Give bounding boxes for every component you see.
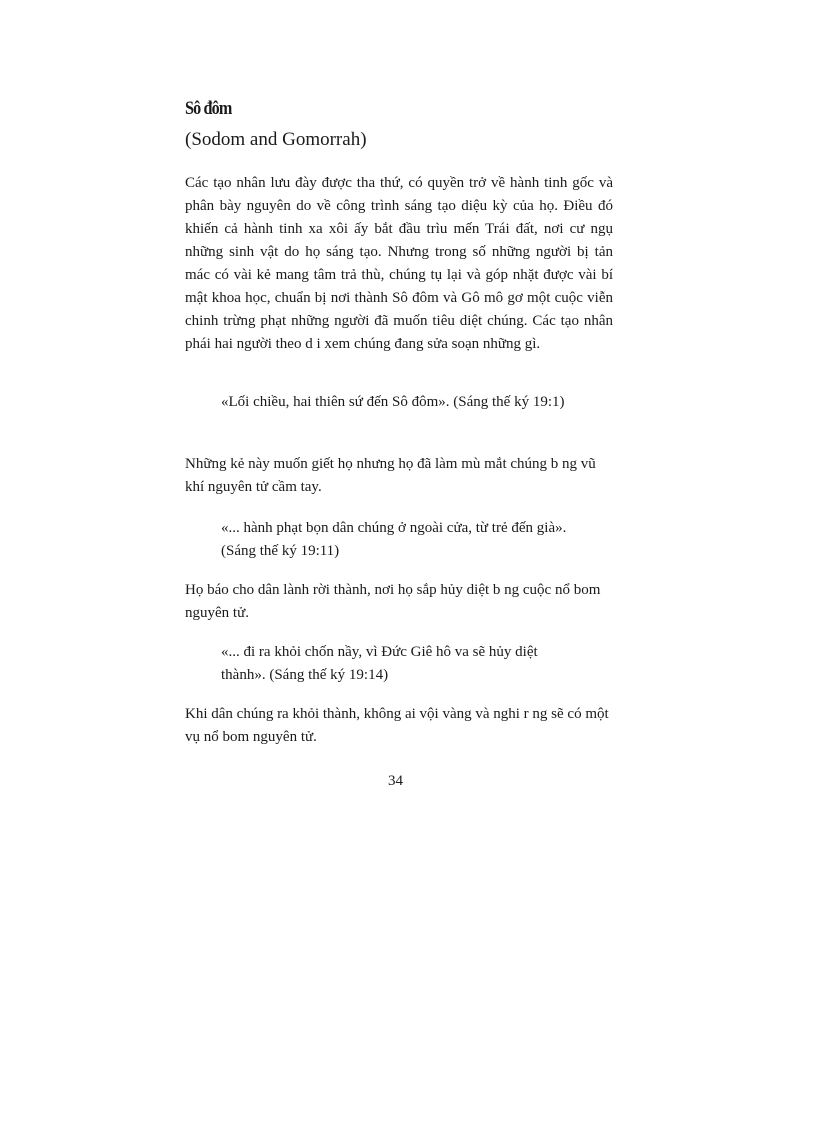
scripture-quote-2: «... hành phạt bọn dân chúng ở ngoài cửa, từ trẻ đến già». (Sáng thế ký 19:11) <box>221 520 567 559</box>
body-paragraph-4: Khi dân chúng ra khỏi thành, không ai vội vàng và nghi r ng sẽ có một vụ nổ bom nguyên tử. <box>185 706 609 745</box>
chapter-subtitle: (Sodom and Gomorrah) <box>185 129 367 150</box>
body-paragraph-1: Các tạo nhân lưu đày được tha thứ, có quyền trở về hành tinh gốc và phân bày nguyên do về công trình sáng tạo diệu kỳ của họ. Điều đó khiến cả hành tinh xa xôi ấy bắt đầu trìu mến Trái đất, nơi cư ngụ những sinh vật do họ sáng tạo. Nhưng trong số những người bị tản mác có vài kẻ mang tâm trả thù, chúng tụ lại và góp nhặt được vài bí mật khoa học, chuẩn bị nơi thành Sô đôm và Gô mô gơ một cuộc viễn chinh trừng phạt những người đã muốn tiêu diệt chúng. Các tạo nhân phái hai người theo d i xem chúng đang sửa soạn những gì. <box>185 175 613 352</box>
body-paragraph-2: Những kẻ này muốn giết họ nhưng họ đã làm mù mắt chúng b ng vũ khí nguyên tử cầm tay. <box>185 456 596 495</box>
body-paragraph-3: Họ báo cho dân lành rời thành, nơi họ sắp hủy diệt b ng cuộc nổ bom nguyên tử. <box>185 582 601 621</box>
chapter-heading: Sô đôm <box>185 98 232 119</box>
page-number: 34 <box>388 773 403 789</box>
scripture-quote-1: «Lối chiều, hai thiên sứ đến Sô đôm». (Sáng thế ký 19:1) <box>221 394 565 410</box>
scripture-quote-3: «... đi ra khỏi chốn nầy, vì Đức Giê hô va sẽ hủy diệt thành». (Sáng thế ký 19:14) <box>221 644 538 683</box>
